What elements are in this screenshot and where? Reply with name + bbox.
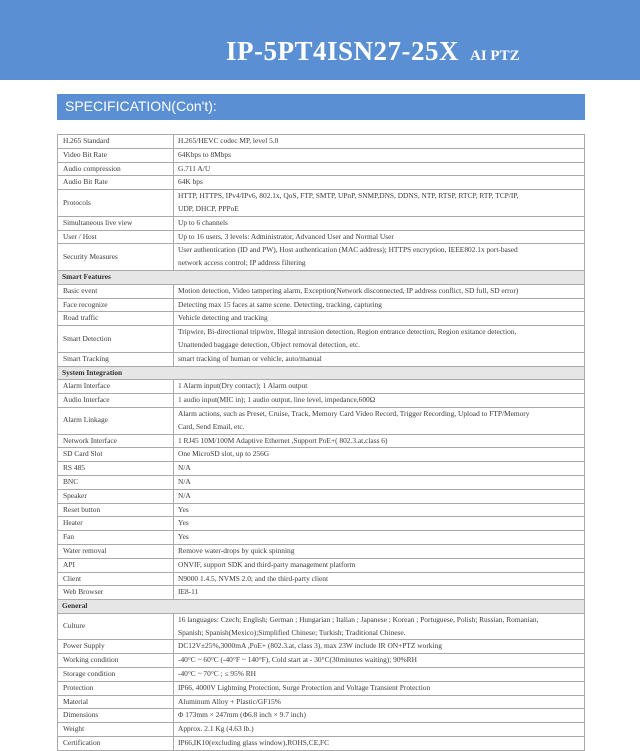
spec-value-line: Yes <box>178 504 189 514</box>
spec-label: Simultaneous live view <box>58 216 174 230</box>
table-row <box>58 326 585 353</box>
spec-value <box>174 162 585 176</box>
table-row <box>58 176 585 190</box>
spec-label: Smart Tracking <box>58 352 174 366</box>
table-row <box>58 462 585 476</box>
spec-value-line: UDP, DHCP, PPPoE <box>178 203 239 213</box>
table-row <box>58 681 585 695</box>
spec-value-line: IE8-11 <box>178 587 199 597</box>
spec-value-line: -40°C ~ 60°C (-40°F ~ 140°F), Cold start at - 30°C(30minutes waiting); 90%RH <box>178 655 417 665</box>
spec-value-line: 16 languages: Czech; English; German ; Hungarian ; Italian ; Japanese ; Korean ; Portuguese, Polish; Russian, Romanian, <box>178 614 539 624</box>
spec-value <box>174 558 585 572</box>
spec-value <box>174 668 585 682</box>
spec-value-line: 64Kbps to 8Mbps <box>178 149 231 159</box>
section-header: General <box>58 600 585 614</box>
spec-value <box>174 312 585 326</box>
section-header: System Integration <box>58 366 585 380</box>
spec-value <box>174 723 585 737</box>
table-row <box>58 517 585 531</box>
table-row <box>58 162 585 176</box>
spec-value-line: 1 audio input(MIC in); 1 audio output, line level, impedance,600Ω <box>178 395 376 405</box>
table-row <box>58 394 585 408</box>
spec-value <box>174 148 585 162</box>
spec-value-line: ONVIF, support SDK and third-party management platform <box>178 559 356 569</box>
table-row <box>58 230 585 244</box>
spec-value <box>174 489 585 503</box>
spec-value <box>174 462 585 476</box>
section-header-row <box>58 270 585 284</box>
spec-label: Heater <box>58 517 174 531</box>
spec-value <box>174 298 585 312</box>
table-row <box>58 640 585 654</box>
spec-value-line: Spanish; Spanish(Mexico);Simplified Chinese; Turkish; Traditional Chinese. <box>178 627 406 637</box>
spec-label: Audio Bit Rate <box>58 176 174 190</box>
spec-label: Audio Interface <box>58 394 174 408</box>
table-row <box>58 135 585 149</box>
spec-value-line: IP66,IK10(excluding glass window),ROHS,CE,FC <box>178 738 330 748</box>
table-row <box>58 448 585 462</box>
table-row <box>58 737 585 751</box>
spec-value-line: IP66, 4000V Lightning Protection, Surge Protection and Voltage Transient Protection <box>178 682 431 692</box>
spec-value-line: Tripwire, Bi-directional tripwire, Illegal intrusion detection, Region entrance detection, Region exitance detection, <box>178 327 517 337</box>
spec-label: BNC <box>58 475 174 489</box>
spec-value-line: N9000 1.4.5, NVMS 2.0; and the third-party client <box>178 573 329 583</box>
spec-label: Alarm Linkage <box>58 407 174 434</box>
spec-label: Culture <box>58 613 174 640</box>
spec-value-line: N/A <box>178 490 191 500</box>
spec-value-line: N/A <box>178 476 191 486</box>
spec-label: API <box>58 558 174 572</box>
spec-label: Power Supply <box>58 640 174 654</box>
spec-label: Speaker <box>58 489 174 503</box>
spec-value-line: H.265/HEVC codec MP, level 5.0 <box>178 136 279 145</box>
spec-value-line: 64K bps <box>178 177 203 187</box>
table-row <box>58 586 585 600</box>
spec-value <box>174 380 585 394</box>
spec-value-line: Yes <box>178 518 189 528</box>
spec-value-line: HTTP, HTTPS, IPv4/IPv6, 802.1x, QoS, FTP, SMTP, UPnP, SNMP,DNS, DDNS, NTP, RTSP, RTCP, RTP, TCP/IP, <box>178 191 519 201</box>
spec-value <box>174 230 585 244</box>
spec-value-line: Card, Send Email, etc. <box>178 421 245 431</box>
spec-value <box>174 654 585 668</box>
spec-label: Fan <box>58 531 174 545</box>
table-row <box>58 216 585 230</box>
spec-label: Working condition <box>58 654 174 668</box>
spec-value <box>174 394 585 408</box>
table-row <box>58 695 585 709</box>
spec-value-line: Up to 16 users, 3 levels: Administrator, Advanced User and Normal User <box>178 231 394 241</box>
table-row <box>58 284 585 298</box>
table-row <box>58 709 585 723</box>
model-title: IP-5PT4ISN27-25X <box>226 36 460 66</box>
table-row <box>58 723 585 737</box>
table-row <box>58 558 585 572</box>
spec-value <box>174 434 585 448</box>
table-row <box>58 613 585 640</box>
spec-value <box>174 709 585 723</box>
spec-value-line: Yes <box>178 532 189 542</box>
spec-value-line: N/A <box>178 463 191 473</box>
spec-label: SD Card Slot <box>58 448 174 462</box>
spec-value <box>174 531 585 545</box>
spec-value <box>174 681 585 695</box>
table-row <box>58 434 585 448</box>
spec-value-line: Up to 6 channels <box>178 217 228 227</box>
specification-banner <box>57 94 585 120</box>
spec-label: Audio compression <box>58 162 174 176</box>
spec-value <box>174 572 585 586</box>
table-row <box>58 489 585 503</box>
spec-table <box>57 134 585 751</box>
table-row <box>58 544 585 558</box>
spec-value <box>174 613 585 640</box>
spec-value <box>174 326 585 353</box>
section-header: Smart Features <box>58 270 585 284</box>
spec-value-line: Remove water-drops by quick spinning <box>178 545 295 555</box>
table-row <box>58 531 585 545</box>
spec-value <box>174 244 585 271</box>
spec-value-line: 1 RJ45 10M/100M Adaptive Ethernet ,Support PoE+( 802.3.at,class 6) <box>178 435 388 445</box>
table-row <box>58 503 585 517</box>
spec-label: Security Measures <box>58 244 174 271</box>
spec-label: Smart Detection <box>58 326 174 353</box>
spec-label: Road traffic <box>58 312 174 326</box>
table-row <box>58 475 585 489</box>
table-row <box>58 380 585 394</box>
spec-value <box>174 695 585 709</box>
spec-value-line: Vehicle detecting and tracking <box>178 313 268 323</box>
spec-value-line: Φ 173mm × 247mm (Φ6.8 inch × 9.7 inch) <box>178 710 306 720</box>
spec-label: Weight <box>58 723 174 737</box>
spec-label: Face recognize <box>58 298 174 312</box>
spec-value <box>174 190 585 217</box>
spec-value-line: smart tracking of human or vehicle, auto/manual <box>178 353 322 363</box>
spec-value <box>174 176 585 190</box>
spec-value-line: Alarm actions, such as Preset, Cruise, Track, Memory Card Video Record, Trigger Recording, Upload to FTP/Memory <box>178 408 530 418</box>
section-title: SPECIFICATION(Con't): <box>65 98 217 114</box>
table-row <box>58 148 585 162</box>
spec-value-line: Detecting max 15 faces at same scene. Detecting, tracking, capturing <box>178 299 382 309</box>
spec-label: Alarm Interface <box>58 380 174 394</box>
spec-value <box>174 352 585 366</box>
table-row <box>58 654 585 668</box>
spec-value-line: -40°C ~ 70°C ; ≤ 95% RH <box>178 669 257 679</box>
spec-label: Reset button <box>58 503 174 517</box>
spec-label: Client <box>58 572 174 586</box>
spec-value <box>174 448 585 462</box>
spec-label: Storage condition <box>58 668 174 682</box>
spec-label: Certification <box>58 737 174 751</box>
model-subtitle: AI PTZ <box>470 48 520 64</box>
spec-value <box>174 216 585 230</box>
spec-label: RS 485 <box>58 462 174 476</box>
spec-label: Basic event <box>58 284 174 298</box>
spec-label: Protocols <box>58 190 174 217</box>
table-row <box>58 298 585 312</box>
spec-value-line: 1 Alarm input(Dry contact); 1 Alarm output <box>178 381 308 391</box>
spec-value <box>174 475 585 489</box>
spec-value <box>174 503 585 517</box>
spec-table-body <box>58 135 585 751</box>
header-band <box>0 0 640 80</box>
spec-value-line: Motion detection, Video tampering alarm, Exception(Network disconnected, IP address conflict, SD full, SD error) <box>178 285 519 295</box>
table-row <box>58 312 585 326</box>
spec-value <box>174 640 585 654</box>
spec-value <box>174 135 585 149</box>
spec-label: Web Browser <box>58 586 174 600</box>
spec-label: Water removal <box>58 544 174 558</box>
spec-value <box>174 544 585 558</box>
table-row <box>58 407 585 434</box>
spec-value <box>174 586 585 600</box>
table-row <box>58 572 585 586</box>
spec-label: User / Host <box>58 230 174 244</box>
spec-label: Material <box>58 695 174 709</box>
table-row <box>58 668 585 682</box>
spec-value-line: One MicroSD slot, up to 256G <box>178 449 270 459</box>
table-row <box>58 190 585 217</box>
spec-value <box>174 284 585 298</box>
spec-value-line: network access control; IP address filtering <box>178 258 306 268</box>
spec-value <box>174 407 585 434</box>
spec-value-line: Unattended baggage detection, Object removal detection, etc. <box>178 339 361 349</box>
spec-value <box>174 517 585 531</box>
spec-label: Dimensions <box>58 709 174 723</box>
spec-value-line: Approx. 2.1 Kg (4.63 lb.) <box>178 724 254 734</box>
spec-label: Network Interface <box>58 434 174 448</box>
spec-label: Video Bit Rate <box>58 148 174 162</box>
spec-value <box>174 737 585 751</box>
spec-value-line: G.711 A/U <box>178 163 211 173</box>
table-row <box>58 352 585 366</box>
table-row <box>58 244 585 271</box>
spec-label: Protection <box>58 681 174 695</box>
spec-label: H.265 Standard <box>58 135 174 149</box>
spec-value-line: Aluminum Alloy + Plastic/GF15% <box>178 696 281 706</box>
spec-value-line: User authentication (ID and PW), Host authentication (MAC address); HTTPS encryption, IEEE802.1x port-based <box>178 245 518 255</box>
spec-value-line: DC12V±25%,3000mA ,PoE+ (802.3.at, class 3), max 23W include IR ON+PTZ working <box>178 641 442 651</box>
section-header-row <box>58 600 585 614</box>
section-header-row <box>58 366 585 380</box>
